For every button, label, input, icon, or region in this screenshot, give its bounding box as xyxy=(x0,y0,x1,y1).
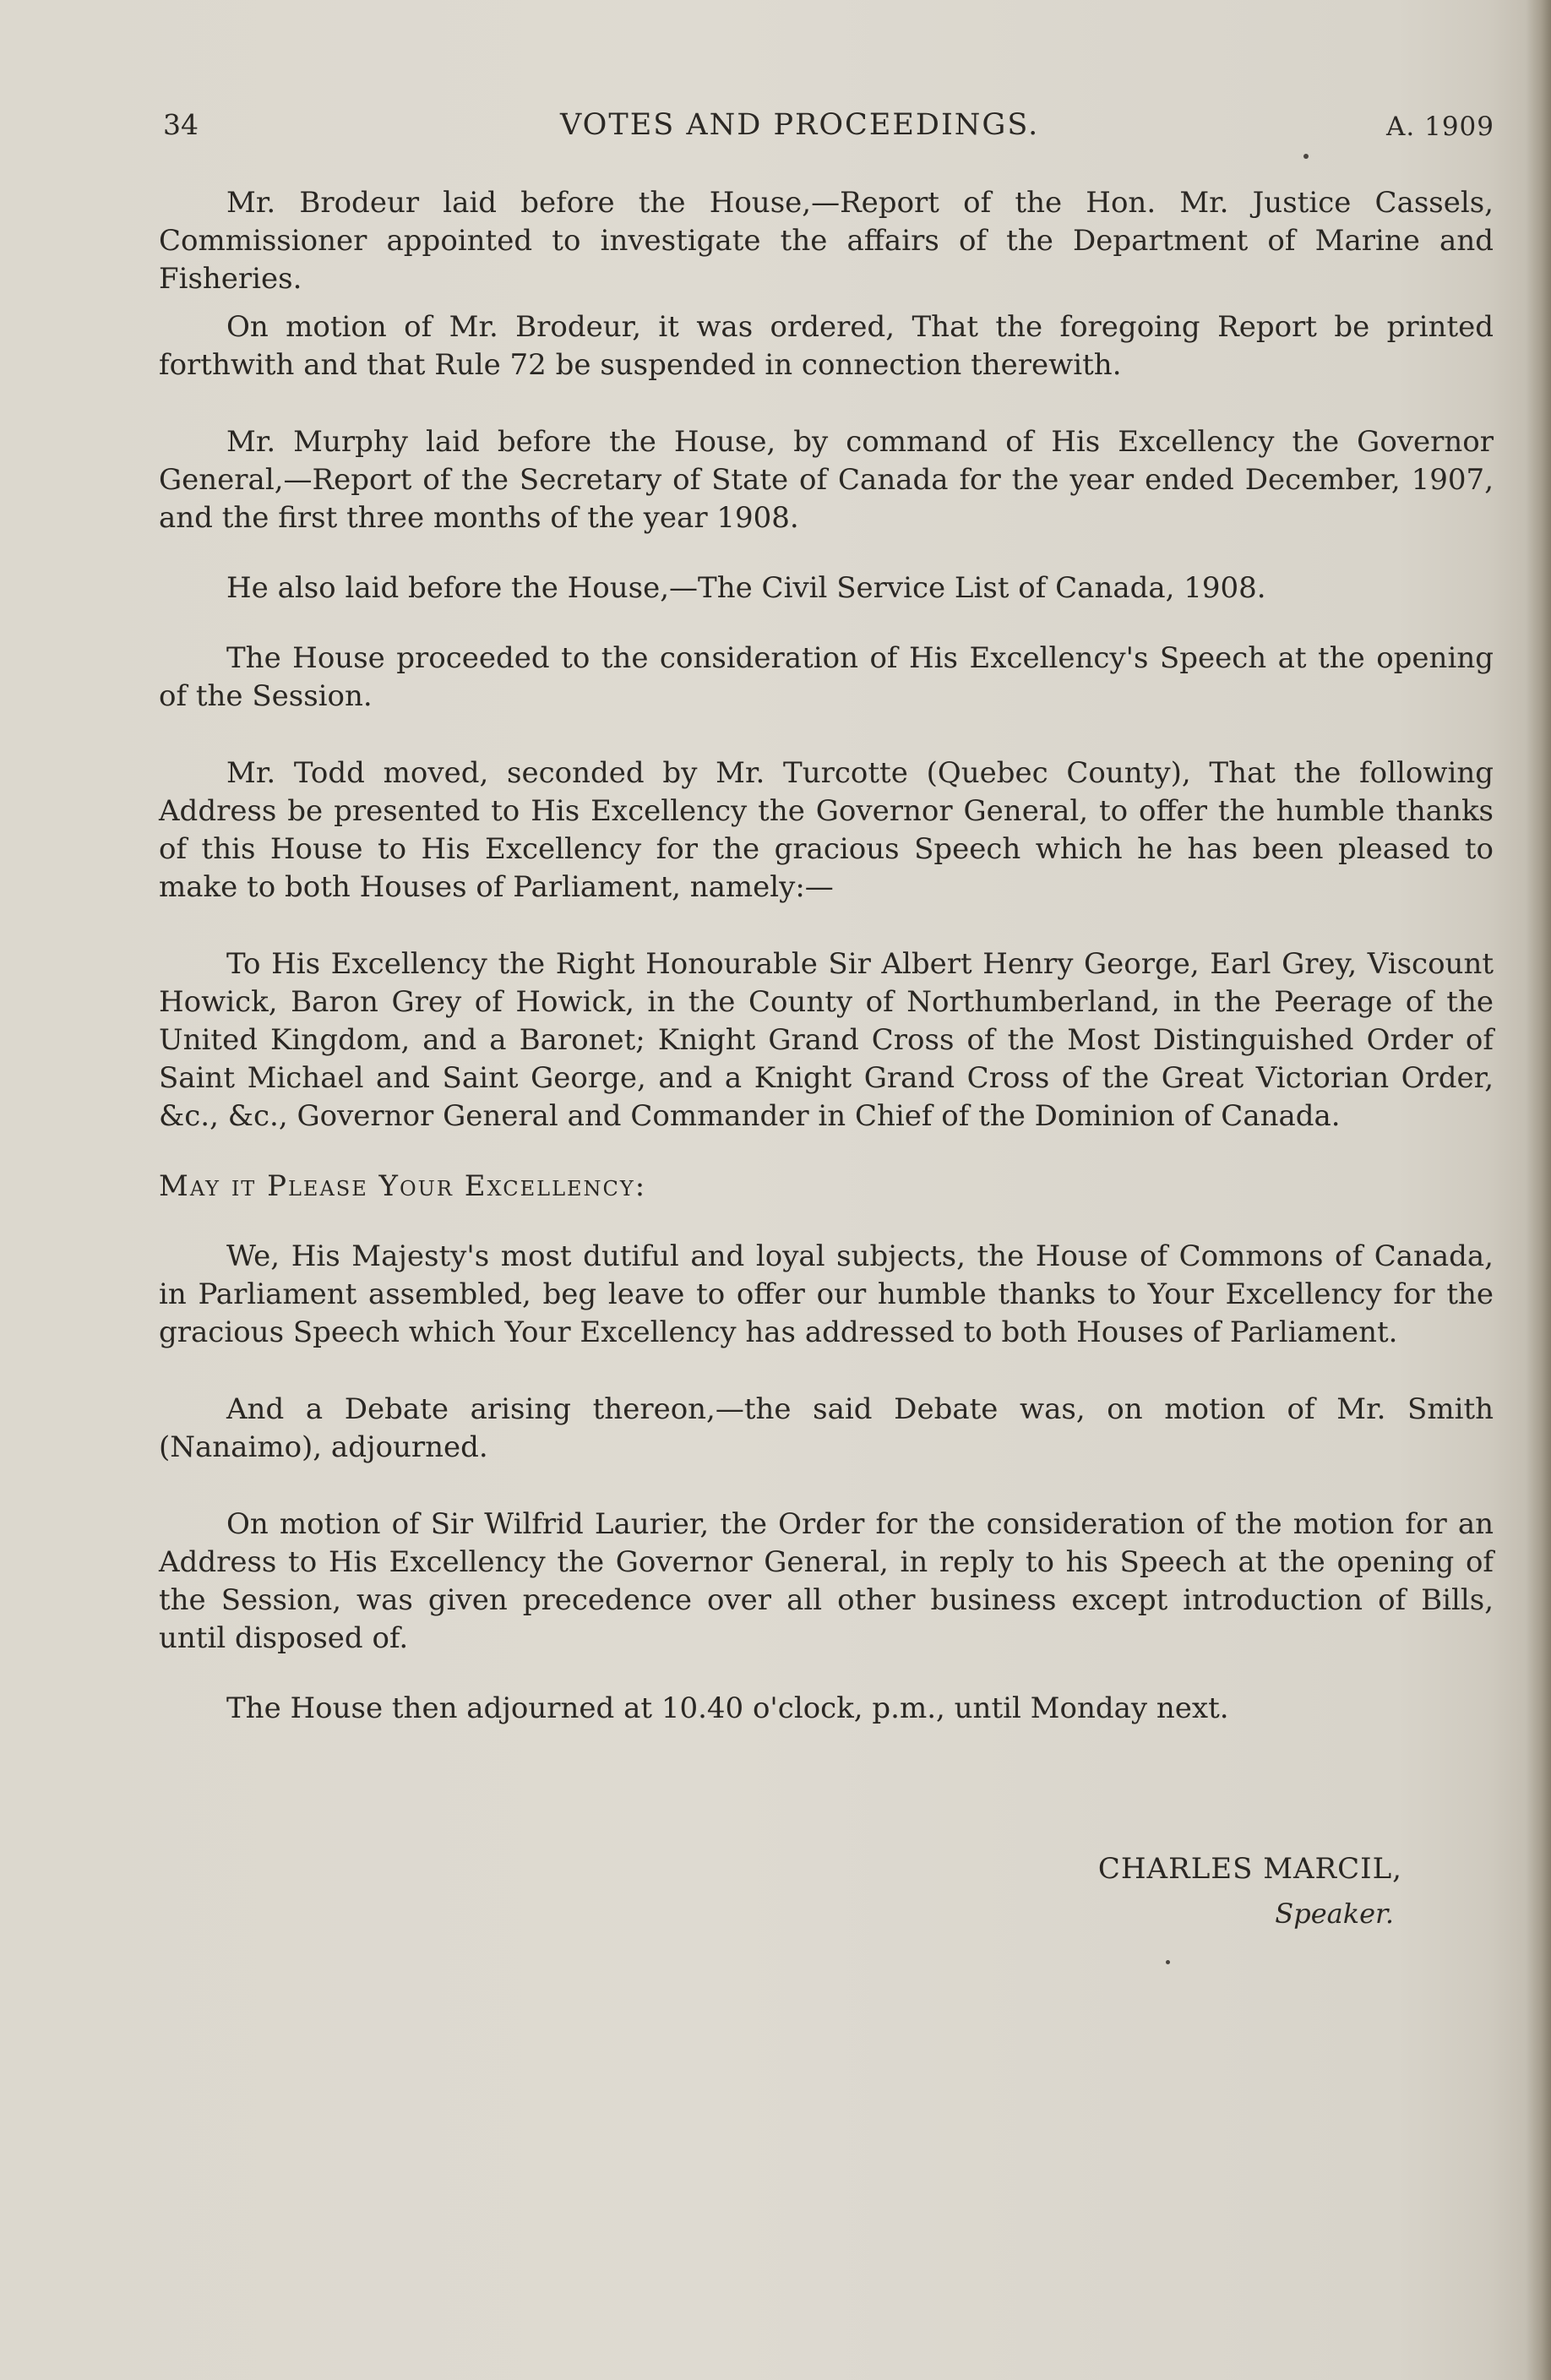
print-speck xyxy=(1166,1960,1170,1964)
paragraph-address-recipient: To His Excellency the Right Honourable Sir Albert Henry George, Earl Grey, Viscount Howick, Baron Grey of Howick, in the County of Northumberland, in the Peerage of the United Kingdom, and a Baronet; Knight Grand Cross of the Most Distinguished Order of Saint Michael and Saint George, and a Knight Grand Cross of the Great Victorian Order, &c., &c., Governor General and Commander in Chief of the Dominion of Canada. xyxy=(159,947,1494,1133)
page-header xyxy=(163,108,1506,159)
paragraph-precedence-order: On motion of Sir Wilfrid Laurier, the Order for the consideration of the motion for an Address to His Excellency the Governor General, in reply to his Speech at the opening of the Session, was given precedence over all other business except introduction of Bills, until disposed of. xyxy=(159,1507,1494,1655)
speaker-name: CHARLES MARCIL, xyxy=(1097,1852,1402,1886)
page-number: 34 xyxy=(163,108,199,141)
paragraph-secretary-report: Mr. Murphy laid before the House, by command of His Excellency the Governor General,—Report of the Secretary of State of Canada for the year ended December, 1907, and the first three months of the year 1908. xyxy=(159,425,1494,535)
paragraph-address-motion: Mr. Todd moved, seconded by Mr. Turcotte (Quebec County), That the following Address be presented to His Excellency the Governor General, to offer the humble thanks of this House to His Excellency for the gracious Speech which he has been pleased to make to both Houses of Parliament, namely:— xyxy=(159,756,1494,904)
paragraph-speech-consideration: The House proceeded to the consideration of His Excellency's Speech at the opening of the Session. xyxy=(159,641,1494,713)
salutation: May it Please Your Excellency: xyxy=(159,1169,647,1203)
running-title: VOTES AND PROCEEDINGS. xyxy=(560,108,1040,142)
paragraph-civil-service-list: He also laid before the House,—The Civil Service List of Canada, 1908. xyxy=(226,571,1266,605)
speaker-title: Speaker. xyxy=(1275,1898,1394,1930)
paragraph-printing-order: On motion of Mr. Brodeur, it was ordered, That the foregoing Report be printed forthwith and that Rule 72 be suspended in connection therewith. xyxy=(159,310,1494,382)
paragraph-report-tabled: Mr. Brodeur laid before the House,—Report of the Hon. Mr. Justice Cassels, Commissioner appointed to investigate the affairs of the Department of Marine and Fisheries. xyxy=(159,186,1494,296)
paragraph-address-body: We, His Majesty's most dutiful and loyal subjects, the House of Commons of Canada, in Parliament assembled, beg leave to offer our humble thanks to Your Excellency for the gracious Speech which Your Excellency has addressed to both Houses of Parliament. xyxy=(159,1239,1494,1349)
print-speck xyxy=(1303,154,1309,159)
paragraph-house-adjourned: The House then adjourned at 10.40 o'clock, p.m., until Monday next. xyxy=(226,1691,1229,1725)
signature-block xyxy=(929,1852,1402,1930)
body-text xyxy=(159,184,1494,1728)
paragraph-debate-adjourned: And a Debate arising thereon,—the said Debate was, on motion of Mr. Smith (Nanaimo), adjourned. xyxy=(159,1392,1494,1464)
page-edge-shadow xyxy=(1526,0,1551,2380)
year-label: A. 1909 xyxy=(1386,112,1494,142)
